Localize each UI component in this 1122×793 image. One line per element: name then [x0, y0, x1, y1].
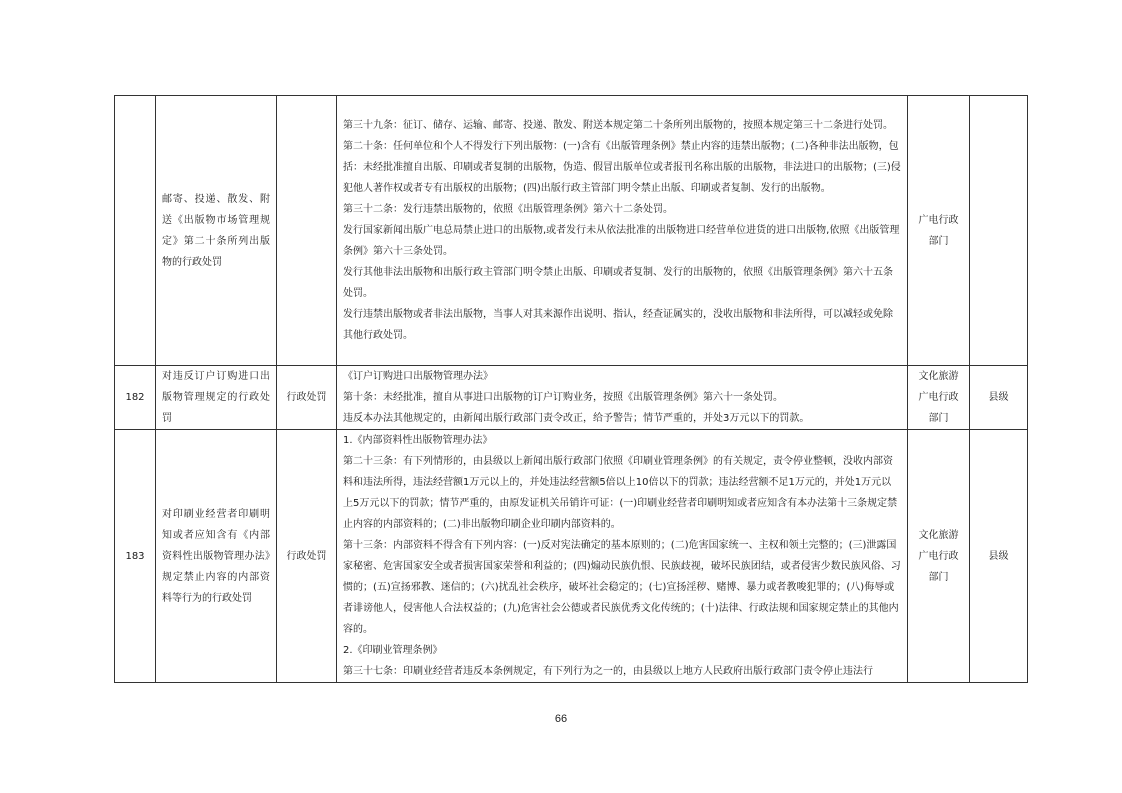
page-number: 66	[554, 713, 568, 725]
table-row	[115, 366, 1028, 430]
authority-level: 县级	[970, 430, 1028, 683]
item-name: 对印刷业经营者印刷明知或者应知含有《内部资料性出版物管理办法》规定禁止内容的内部资料等行为的行政处罚	[156, 430, 277, 683]
row-number: 182	[115, 366, 156, 430]
responsible-department: 广电行政部门	[908, 96, 970, 366]
responsible-department: 文化旅游广电行政部门	[908, 366, 970, 430]
item-type: 行政处罚	[277, 366, 337, 430]
legal-basis	[337, 430, 908, 683]
basis-paragraph: 发行国家新闻出版广电总局禁止进口的出版物,或者发行未从依法批准的出版物进口经营单位进货的进口出版物,依照《出版管理条例》第六十三条处罚。	[343, 225, 900, 257]
legal-basis	[337, 96, 908, 366]
basis-paragraph: 1.《内部资料性出版物管理办法》	[343, 435, 493, 446]
basis-paragraph: 发行违禁出版物或者非法出版物，当事人对其来源作出说明、指认，经查证属实的，没收出版物和非法所得，可以减轻或免除其他行政处罚。	[343, 309, 893, 341]
item-name: 邮寄、投递、散发、附送《出版物市场管理规定》第二十条所列出版物的行政处罚	[156, 96, 277, 366]
basis-paragraph: 《订户订购进口出版物管理办法》	[343, 371, 493, 382]
row-number: 183	[115, 430, 156, 683]
item-name: 对违反订户订购进口出版物管理规定的行政处罚	[156, 366, 277, 430]
table-row	[115, 96, 1028, 366]
administrative-penalty-table	[114, 95, 1028, 683]
authority-level	[970, 96, 1028, 366]
responsible-department: 文化旅游广电行政部门	[908, 430, 970, 683]
basis-paragraph: 发行其他非法出版物和出版行政主管部门明令禁止出版、印刷或者复制、发行的出版物的，依照《出版管理条例》第六十五条处罚。	[343, 267, 893, 299]
basis-paragraph: 第三十九条：征订、储存、运输、邮寄、投递、散发、附送本规定第二十条所列出版物的，按照本规定第三十二条进行处罚。	[343, 120, 893, 131]
row-number	[115, 96, 156, 366]
basis-paragraph: 2.《印刷业管理条例》	[343, 645, 443, 656]
authority-level: 县级	[970, 366, 1028, 430]
item-type: 行政处罚	[277, 430, 337, 683]
item-type	[277, 96, 337, 366]
basis-paragraph: 第二十条：任何单位和个人不得发行下列出版物：(一)含有《出版管理条例》禁止内容的违禁出版物；(二)各种非法出版物，包括：未经批准擅自出版、印刷或者复制的出版物，伪造、假冒出版单位或者报刊名称出版的出版物，非法进口的出版物；(三)侵犯他人著作权或者专有出版权的出版物；(四)出版行政主管部门明令禁止出版、印刷或者复制、发行的出版物。	[343, 141, 901, 194]
basis-paragraph: 第三十二条：发行违禁出版物的，依照《出版管理条例》第六十二条处罚。	[343, 204, 673, 215]
table-row	[115, 430, 1028, 683]
basis-paragraph: 第二十三条：有下列情形的，由县级以上新闻出版行政部门依照《印刷业管理条例》的有关规定，责令停业整顿，没收内部资料和违法所得，违法经营额1万元以上的，并处违法经营额5倍以上10倍以下的罚款；违法经营额不足1万元的，并处1万元以上5万元以下的罚款；情节严重的，由原发证机关吊销许可证：(一)印刷业经营者印刷明知或者应知含有本办法第十三条规定禁止内容的内部资料的；(二)非出版物印刷企业印刷内部资料的。	[343, 456, 898, 530]
basis-paragraph: 第十条：未经批准，擅自从事进口出版物的订户订购业务，按照《出版管理条例》第六十一条处罚。	[343, 392, 783, 403]
basis-paragraph: 违反本办法其他规定的，由新闻出版行政部门责令改正，给予警告；情节严重的，并处3万元以下的罚款。	[343, 413, 810, 424]
legal-basis	[337, 366, 908, 430]
basis-paragraph: 第三十七条：印刷业经营者违反本条例规定，有下列行为之一的，由县级以上地方人民政府出版行政部门责令停止违法行	[343, 666, 873, 677]
basis-paragraph: 第十三条：内部资料不得含有下列内容：(一)反对宪法确定的基本原则的；(二)危害国家统一、主权和领土完整的；(三)泄露国家秘密、危害国家安全或者损害国家荣誉和利益的；(四)煽动民族仇恨、民族歧视，破坏民族团结，或者侵害少数民族风俗、习惯的；(五)宣扬邪教、迷信的；(六)扰乱社会秩序，破坏社会稳定的；(七)宣扬淫秽、赌博、暴力或者教唆犯罪的；(八)侮辱或者诽谤他人，侵害他人合法权益的；(九)危害社会公德或者民族优秀文化传统的；(十)法律、行政法规和国家规定禁止的其他内容的。	[343, 540, 901, 635]
